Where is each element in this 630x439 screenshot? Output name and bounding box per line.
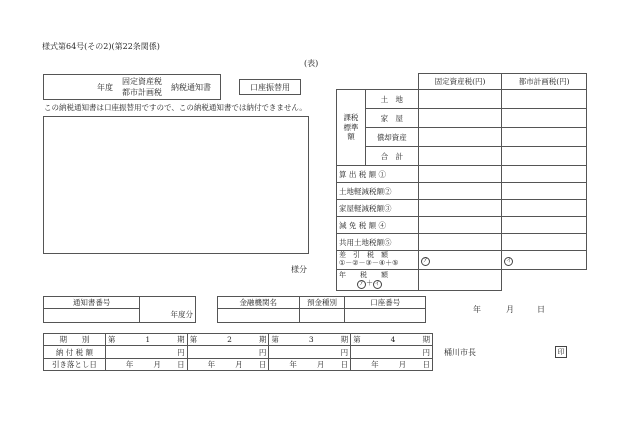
copy-label: (表) — [304, 59, 319, 68]
period-2 — [187, 334, 269, 346]
row-difference — [337, 251, 419, 270]
plus-sign: ＋ — [366, 279, 373, 288]
transfer-label: 口座振替用 — [250, 83, 290, 92]
amount-3: 円 — [269, 346, 351, 359]
diff-line2: ①－②－③－④＋⑤ — [339, 259, 399, 267]
row-shared-land: 共用土地税額⑤ — [337, 234, 419, 251]
date-month: 月 — [506, 305, 514, 314]
cell — [418, 147, 502, 166]
notice-number-table — [43, 296, 196, 323]
tax-amount-table — [336, 73, 587, 291]
sama-label: 様分 — [291, 265, 307, 274]
transfer-box — [239, 79, 301, 95]
cell — [299, 309, 345, 323]
cell — [502, 109, 587, 128]
dai: 第 — [353, 335, 361, 344]
m: 月 — [398, 360, 407, 369]
row-exemption: 減 免 税 額 ④ — [337, 217, 419, 234]
period-1 — [105, 334, 187, 346]
form-id: 様式第64号(その2)(第22条関係) — [42, 42, 160, 51]
doc-title: 納税通知書 — [171, 83, 211, 92]
amount-4: 円 — [351, 346, 433, 359]
col-header-city: 都市計画税(円) — [502, 74, 587, 90]
tax-name-fixed: 固定資産税 — [122, 77, 162, 86]
cell — [418, 200, 502, 217]
m: 月 — [235, 360, 243, 369]
d: 日 — [177, 360, 185, 369]
d: 日 — [340, 360, 349, 369]
dai: 第 — [107, 335, 116, 344]
cell — [502, 128, 587, 147]
notice-no-suffix: 年度分 — [140, 297, 196, 323]
d: 日 — [258, 360, 267, 369]
period-4 — [351, 334, 433, 346]
group-row-total: 合 計 — [365, 147, 418, 166]
date-day: 日 — [537, 305, 545, 314]
cell — [502, 200, 587, 217]
cell — [418, 270, 502, 291]
debit-4 — [351, 359, 433, 371]
period-label: 期 別 — [44, 334, 106, 346]
cell — [345, 309, 426, 323]
period-num: 4 — [390, 335, 396, 344]
cell — [218, 309, 300, 323]
d: 日 — [422, 360, 430, 369]
notice-text: この納税通知書は口座振替用ですので、この納税通知書では納付できません。 — [44, 103, 307, 112]
mark-a: ア — [358, 281, 365, 288]
period-3 — [269, 334, 351, 346]
ki: 期 — [422, 335, 430, 344]
m: 月 — [316, 360, 325, 369]
year-label: 年度 — [97, 83, 113, 92]
seal-icon: 印 — [555, 346, 567, 358]
group-row-land: 土 地 — [365, 90, 418, 109]
period-num: 2 — [227, 335, 232, 344]
cell — [502, 183, 587, 200]
mark-i: イ — [506, 257, 512, 264]
row-land-reduction: 土地軽減税額② — [337, 183, 419, 200]
bank-institution-label: 金融機関名 — [218, 297, 300, 309]
cell — [418, 109, 502, 128]
issuer-name: 桶川市長 — [444, 348, 476, 357]
row-calculated: 算 出 税 額 ① — [337, 166, 419, 183]
cell — [502, 147, 587, 166]
diff-line1: 差 引 税 額 — [339, 251, 388, 260]
cell — [502, 251, 587, 270]
group-label: 課税標準額 — [337, 90, 366, 166]
y: 年 — [289, 360, 297, 369]
group-row-house: 家 屋 — [365, 109, 418, 128]
y: 年 — [207, 360, 216, 369]
date-year: 年 — [473, 305, 481, 314]
cell — [418, 166, 502, 183]
annual-formula — [339, 279, 416, 289]
col-header-fixed: 固定資産税(円) — [418, 74, 502, 90]
dai: 第 — [271, 335, 279, 344]
amount-1: 円 — [105, 346, 187, 359]
address-box — [43, 116, 309, 254]
tax-name-city: 都市計画税 — [122, 88, 162, 97]
notice-no-label: 通知書番号 — [44, 297, 140, 309]
bank-account-no-label: 口座番号 — [345, 297, 426, 309]
row-house-reduction: 家屋軽減税額③ — [337, 200, 419, 217]
cell — [502, 166, 587, 183]
cell — [502, 234, 587, 251]
ki: 期 — [177, 335, 185, 344]
debit-1 — [105, 359, 187, 371]
amount-2: 円 — [187, 346, 269, 359]
notice-header-box — [43, 74, 221, 100]
group-row-depreciable: 償却資産 — [365, 128, 418, 147]
y: 年 — [125, 360, 134, 369]
annual-line1: 年 税 額 — [339, 270, 388, 279]
mark-i: イ — [374, 281, 381, 288]
cell — [502, 90, 587, 109]
dai: 第 — [189, 335, 198, 344]
period-num: 3 — [308, 335, 314, 344]
debit-label: 引き落とし日 — [44, 359, 106, 371]
cell — [418, 128, 502, 147]
ki: 期 — [340, 335, 349, 344]
y: 年 — [371, 360, 379, 369]
cell — [418, 251, 502, 270]
row-annual — [337, 270, 419, 291]
cell-blank — [502, 270, 587, 291]
issuer-seal — [555, 346, 567, 358]
cell — [418, 183, 502, 200]
installment-table — [43, 333, 433, 371]
amount-label: 納 付 税 額 — [44, 346, 106, 359]
notice-no-value — [44, 309, 140, 323]
cell — [418, 234, 502, 251]
ki: 期 — [258, 335, 267, 344]
mark-a: ア — [422, 257, 428, 264]
m: 月 — [153, 360, 161, 369]
debit-2 — [187, 359, 269, 371]
bank-table — [217, 296, 426, 323]
bank-account-type-label: 預金種別 — [299, 297, 345, 309]
period-num: 1 — [145, 335, 151, 344]
cell — [418, 217, 502, 234]
cell — [502, 217, 587, 234]
cell — [418, 90, 502, 109]
debit-3 — [269, 359, 351, 371]
